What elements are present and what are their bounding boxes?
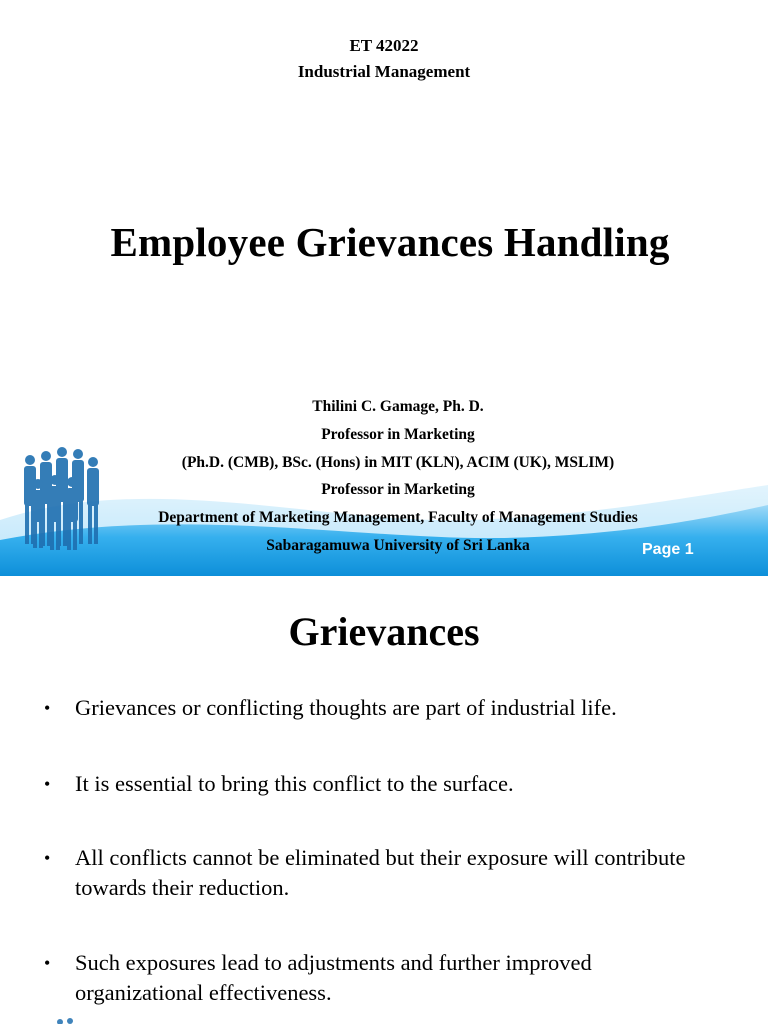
people-icon-partial: [40, 1016, 90, 1024]
course-name: Industrial Management: [297, 62, 471, 81]
author-qualifications: (Ph.D. (CMB), BSc. (Hons) in MIT (KLN), ACIM (UK), MSLIM): [181, 454, 615, 471]
bullet-text: Grievances or conflicting thoughts are part of industrial life.: [75, 695, 617, 720]
author-name: Thilini C. Gamage, Ph. D.: [312, 398, 484, 415]
content-slide: [0, 578, 768, 1024]
bullet-icon: •: [44, 774, 51, 794]
page-number: Page 1: [642, 541, 694, 558]
bullet-text: All conflicts cannot be eliminated but their exposure will contribute towards their reduction.: [75, 845, 686, 900]
bullet-text: It is essential to bring this conflict to the surface.: [75, 771, 514, 796]
bullet-icon: •: [44, 848, 51, 868]
course-code: ET 42022: [349, 36, 419, 55]
author-position-repeat: Professor in Marketing: [321, 481, 475, 498]
slide-heading: Grievances: [288, 609, 480, 654]
bullet-icon: •: [44, 698, 51, 718]
slide-title: Employee Grievances Handling: [110, 219, 670, 265]
author-university: Sabaragamuwa University of Sri Lanka: [266, 537, 530, 554]
bullet-text: Such exposures lead to adjustments and further improved organizational effectiveness.: [75, 950, 592, 1005]
bullet-icon: •: [44, 953, 51, 973]
author-department: Department of Marketing Management, Faculty of Management Studies: [158, 509, 638, 526]
author-position: Professor in Marketing: [321, 426, 475, 443]
